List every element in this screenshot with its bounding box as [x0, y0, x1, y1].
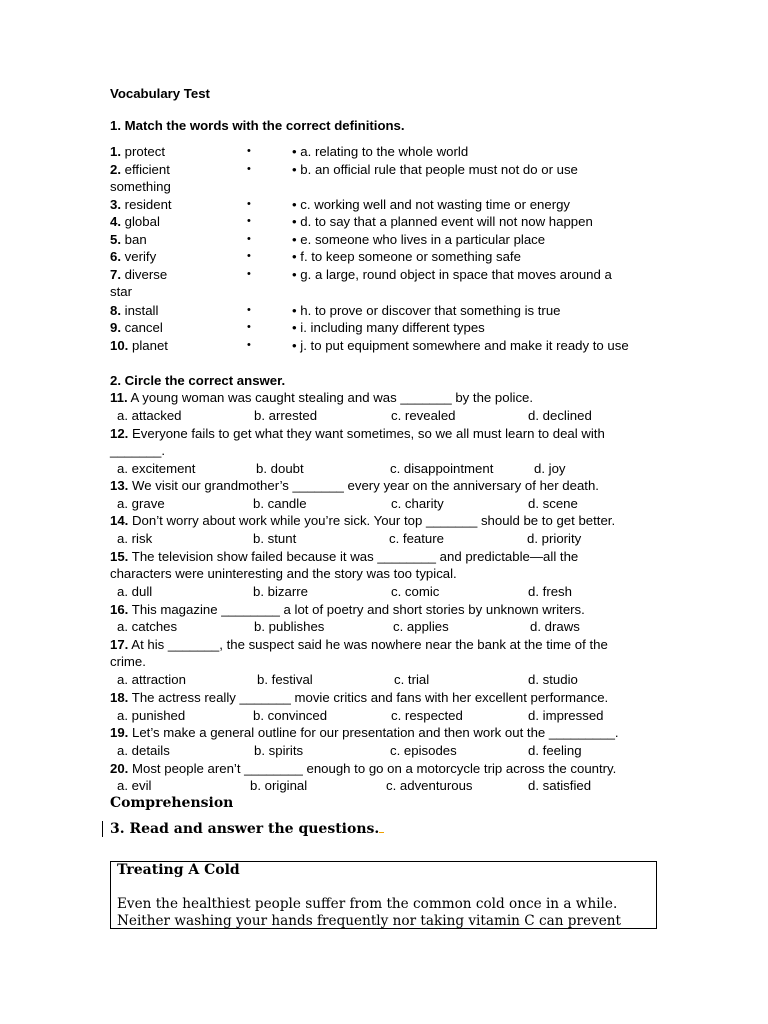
format-mark [379, 820, 384, 833]
answer-option: c. respected [391, 708, 463, 723]
answer-option: d. satisfied [528, 778, 592, 793]
answer-option: b. candle [253, 496, 307, 511]
section2-heading: 2. Circle the correct answer. [110, 373, 286, 388]
answer-option: c. charity [391, 496, 444, 511]
bullet-dot: • [247, 145, 251, 157]
match-definition: • j. to put equipment somewhere and make it ready to use [292, 338, 629, 353]
answer-option: c. applies [393, 619, 449, 634]
bullet-dot: • [247, 321, 251, 333]
question-text [110, 478, 599, 493]
question-number: 17. [110, 637, 129, 652]
section3-heading [110, 820, 384, 837]
question-body: Don’t worry about work while you’re sick. Your top _______ should be to get better. [132, 513, 616, 528]
bullet-dot: • [247, 339, 251, 351]
section3-heading-text: 3. Read and answer the questions. [110, 821, 380, 837]
question-body: At his _______, the suspect said he was nowhere near the bank at the time of the [131, 637, 608, 652]
item-word: install [124, 303, 159, 318]
answer-option: b. doubt [256, 461, 304, 476]
answer-option: d. draws [530, 619, 580, 634]
question-text [110, 513, 615, 528]
passage-title: Treating A Cold [117, 862, 240, 878]
match-word [110, 213, 160, 230]
question-text [110, 390, 533, 405]
question-text-continued: characters were uninteresting and the story was too typical. [110, 566, 457, 581]
answer-option: b. spirits [254, 743, 304, 758]
answer-option: d. studio [528, 672, 578, 687]
answer-option: c. comic [391, 584, 440, 599]
item-number: 7. [110, 267, 121, 282]
question-text [110, 602, 585, 617]
question-number: 12. [110, 426, 129, 441]
answer-option: a. excitement [117, 461, 196, 476]
answer-option: a. details [117, 743, 170, 758]
answer-option: c. disappointment [390, 461, 494, 476]
match-definition: • g. a large, round object in space that moves around a [292, 267, 612, 282]
bullet-dot: • [247, 233, 251, 245]
answer-option: a. risk [117, 531, 153, 546]
question-text [110, 761, 616, 776]
item-word: cancel [124, 320, 163, 335]
item-number: 2. [110, 162, 121, 177]
question-body: A young woman was caught stealing and was _______ by the police. [130, 390, 534, 405]
question-body: Let’s make a general outline for our presentation and then work out the _________. [132, 725, 619, 740]
answer-option: c. adventurous [386, 778, 473, 793]
question-number: 11. [110, 390, 128, 405]
item-word: efficient [124, 162, 170, 177]
match-word [110, 248, 156, 265]
answer-option: c. feature [389, 531, 444, 546]
answer-option: a. catches [117, 619, 178, 634]
item-number: 9. [110, 320, 121, 335]
passage-line: Even the healthiest people suffer from the common cold once in a while. [117, 896, 618, 912]
match-word [110, 161, 170, 178]
match-word [110, 337, 168, 354]
answer-option: b. bizarre [253, 584, 308, 599]
question-body: The television show failed because it was ________ and predictable—all the [131, 549, 579, 564]
item-word: diverse [124, 267, 168, 282]
answer-option: d. priority [527, 531, 582, 546]
item-number: 8. [110, 303, 121, 318]
answer-option: a. evil [117, 778, 152, 793]
match-definition: • h. to prove or discover that something is true [292, 303, 561, 318]
question-text [110, 637, 608, 652]
answer-option: d. scene [528, 496, 578, 511]
match-definition-continued: something [110, 179, 171, 194]
answer-option: a. punished [117, 708, 186, 723]
question-text-continued: crime. [110, 654, 146, 669]
bullet-dot: • [247, 250, 251, 262]
page-title: Vocabulary Test [110, 86, 210, 101]
match-definition: • f. to keep someone or something safe [292, 249, 521, 264]
answer-option: d. joy [534, 461, 566, 476]
answer-option: a. attacked [117, 408, 182, 423]
match-definition: • a. relating to the whole world [292, 144, 469, 159]
text-cursor [102, 821, 103, 837]
question-text [110, 549, 578, 564]
answer-option: c. episodes [390, 743, 457, 758]
question-body: The actress really _______ movie critics and fans with her excellent performance. [131, 690, 609, 705]
question-number: 16. [110, 602, 129, 617]
passage-line: Neither washing your hands frequently nor taking vitamin C can prevent [117, 913, 621, 929]
answer-option: b. festival [257, 672, 313, 687]
match-word [110, 302, 158, 319]
question-body: This magazine ________ a lot of poetry and short stories by unknown writers. [131, 602, 585, 617]
match-definition: • i. including many different types [292, 320, 485, 335]
answer-option: b. original [250, 778, 308, 793]
item-word: verify [124, 249, 157, 264]
bullet-dot: • [247, 198, 251, 210]
bullet-dot: • [247, 304, 251, 316]
question-number: 18. [110, 690, 129, 705]
answer-option: a. attraction [117, 672, 186, 687]
match-definition: • d. to say that a planned event will not now happen [292, 214, 593, 229]
question-number: 13. [110, 478, 129, 493]
item-number: 6. [110, 249, 121, 264]
answer-option: d. declined [528, 408, 592, 423]
item-number: 3. [110, 197, 121, 212]
question-number: 20. [110, 761, 129, 776]
question-body: Most people aren’t ________ enough to go on a motorcycle trip across the country. [132, 761, 617, 776]
question-body: We visit our grandmother’s _______ every year on the anniversary of her death. [132, 478, 599, 493]
item-number: 4. [110, 214, 121, 229]
comprehension-heading: Comprehension [110, 795, 234, 811]
answer-option: d. impressed [528, 708, 604, 723]
question-text [110, 725, 619, 740]
match-definition: • c. working well and not wasting time or energy [292, 197, 571, 212]
question-number: 15. [110, 549, 129, 564]
bullet-dot: • [247, 268, 251, 280]
answer-option: b. publishes [254, 619, 325, 634]
section1-heading: 1. Match the words with the correct definitions. [110, 118, 405, 133]
match-word [110, 231, 147, 248]
item-word: ban [124, 232, 147, 247]
item-word: global [124, 214, 160, 229]
match-word [110, 143, 165, 160]
answer-option: b. convinced [253, 708, 328, 723]
answer-option: c. revealed [391, 408, 456, 423]
match-definition-continued: star [110, 284, 132, 299]
answer-option: b. arrested [254, 408, 318, 423]
item-number: 1. [110, 144, 121, 159]
answer-option: a. dull [117, 584, 153, 599]
question-text [110, 426, 605, 441]
passage-box [110, 861, 657, 929]
match-word [110, 196, 172, 213]
answer-option: a. grave [117, 496, 165, 511]
item-number: 10. [110, 338, 129, 353]
question-body: Everyone fails to get what they want sometimes, so we all must learn to deal with [132, 426, 605, 441]
bullet-dot: • [247, 163, 251, 175]
item-number: 5. [110, 232, 121, 247]
match-definition: • e. someone who lives in a particular place [292, 232, 546, 247]
answer-option: d. fresh [528, 584, 572, 599]
question-number: 14. [110, 513, 129, 528]
question-text-continued: _______. [110, 443, 166, 458]
match-word [110, 266, 167, 283]
answer-option: c. trial [394, 672, 430, 687]
item-word: protect [124, 144, 165, 159]
question-number: 19. [110, 725, 129, 740]
bullet-dot: • [247, 215, 251, 227]
answer-option: d. feeling [528, 743, 582, 758]
item-word: planet [132, 338, 168, 353]
match-word [110, 319, 163, 336]
match-definition: • b. an official rule that people must not do or use [292, 162, 578, 177]
question-text [110, 690, 608, 705]
item-word: resident [124, 197, 172, 212]
answer-option: b. stunt [253, 531, 297, 546]
